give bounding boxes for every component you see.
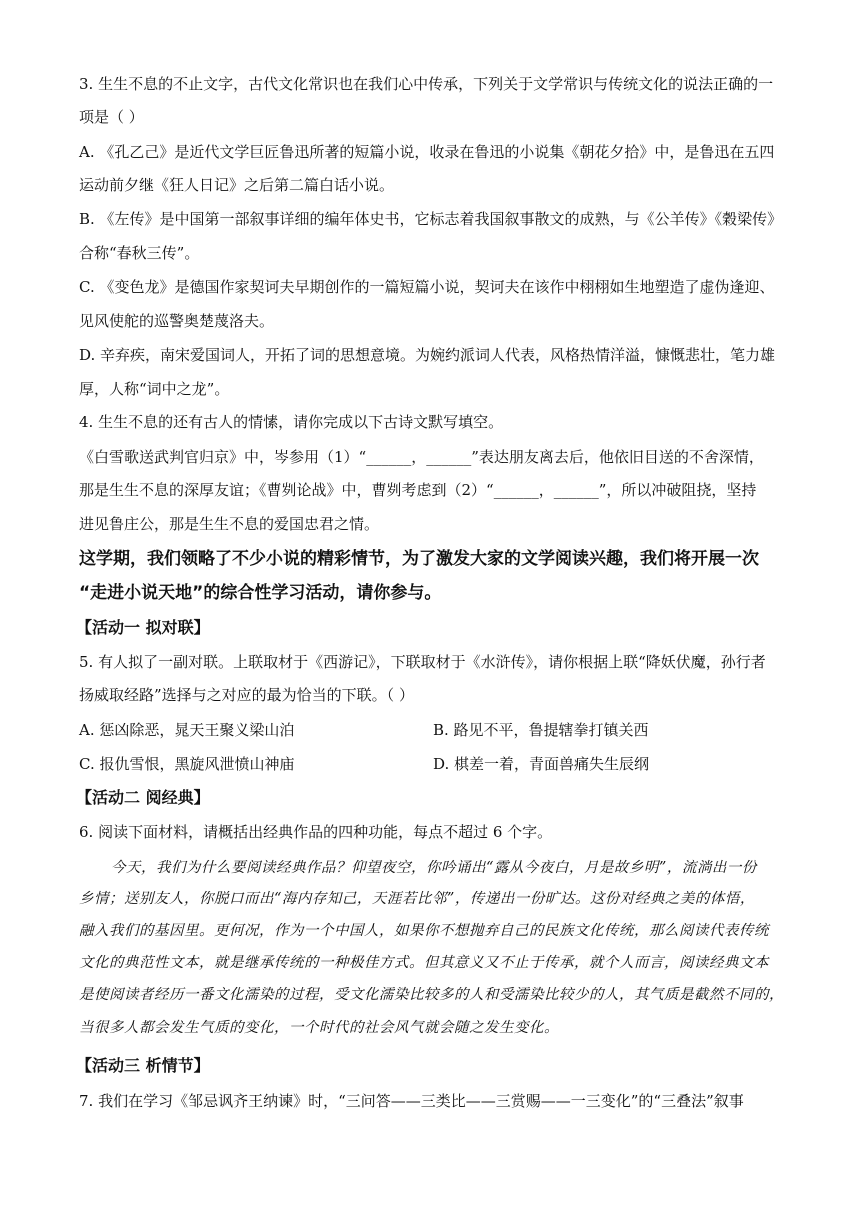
q5-stem-line1: 5. 有人拟了一副对联。上联取材于《西游记》，下联取材于《水浒传》，请你根据上联“降妖伏魔，孙行者	[79, 653, 766, 671]
q4-body-line3: 进见鲁庄公，那是生生不息的爱国忠君之情。	[79, 515, 380, 533]
q3-stem-line2: 项是（ ）	[79, 108, 144, 126]
passage-line3: 融入我们的基因里。更何况，作为一个中国人，如果你不想抛弃自己的民族文化传统，那么阅读代表传统	[79, 923, 769, 939]
q5-stem-line2: 扬威取经路”选择与之对应的最为恰当的下联。（ ）	[79, 686, 414, 704]
q3-option-d-line1: D. 辛弃疾，南宋爱国词人，开拓了词的思想意境。为婉约派词人代表，风格热情洋溢，慷慨悲壮，笔力雄	[79, 346, 776, 364]
q3-option-a-line1: A. 《孔乙己》是近代文学巨匠鲁迅所著的短篇小说，收录在鲁迅的小说集《朝花夕拾》中，是鲁迅在五四	[79, 143, 775, 161]
q4-body-line1: 《白雪歌送武判官归京》中，岑参用（1）“______，______”表达朋友离去后，他依旧目送的不舍深情，	[79, 448, 764, 466]
q3-stem-line1: 3. 生生不息的不止文字，古代文化常识也在我们心中传承，下列关于文学常识与传统文化的说法正确的一	[79, 75, 774, 93]
q3-option-b-line1: B. 《左传》是中国第一部叙事详细的编年体史书，它标志着我国叙事散文的成熟，与《公羊传》《穀梁传》	[79, 210, 783, 228]
q3-option-b-line2: 合称“春秋三传”。	[79, 244, 200, 262]
activity-intro-line1: 这学期，我们领略了不少小说的精彩情节，为了激发大家的文学阅读兴趣，我们将开展一次	[79, 549, 759, 569]
activity-2-heading: 【活动二 阅经典】	[76, 788, 210, 807]
activity-1-heading: 【活动一 拟对联】	[76, 618, 210, 637]
q3-option-c-line1: C. 《变色龙》是德国作家契诃夫早期创作的一篇短篇小说，契诃夫在该作中栩栩如生地塑造了虚伪逢迎、	[79, 278, 775, 296]
q5-option-c: C. 报仇雪恨，黑旋风泄愤山神庙	[79, 755, 295, 773]
passage-line2: 乡情；送别友人，你脱口而出“海内存知己，天涯若比邻”，传递出一份旷达。这份对经典之美的体悟，	[79, 891, 755, 907]
activity-3-heading: 【活动三 析情节】	[76, 1056, 210, 1075]
q3-option-a-line2: 运动前夕继《狂人日记》之后第二篇白话小说。	[79, 176, 395, 194]
activity-intro-line2: “走进小说天地”的综合性学习活动，请你参与。	[79, 583, 442, 603]
q5-option-b: B. 路见不平，鲁提辖拳打镇关西	[433, 721, 649, 739]
passage-line6: 当很多人都会发生气质的变化，一个时代的社会风气就会随之发生变化。	[79, 1020, 559, 1036]
q3-option-c-line2: 见风使舵的巡警奥楚蔑洛夫。	[79, 312, 275, 330]
q5-option-d: D. 棋差一着，青面兽痛失生辰纲	[433, 755, 650, 773]
q7-stem-line1: 7. 我们在学习《邹忌讽齐王纳谏》时，“三问答——三类比——三赏赐——一三变化”的“三叠法”叙事	[79, 1092, 744, 1110]
passage-line4: 文化的典范性文本，就是继承传统的一种极佳方式。但其意义又不止于传承，就个人而言，阅读经典文本	[79, 955, 769, 971]
q6-stem: 6. 阅读下面材料，请概括出经典作品的四种功能，每点不超过 6 个字。	[79, 823, 553, 841]
q5-option-a: A. 惩凶除恶，晁天王聚义梁山泊	[79, 721, 295, 739]
q3-option-d-line2: 厚，人称“词中之龙”。	[79, 380, 230, 398]
passage-line5: 是使阅读者经历一番文化濡染的过程，受文化濡染比较多的人和受濡染比较少的人，其气质是截然不同的，	[79, 987, 784, 1003]
q4-stem: 4. 生生不息的还有古人的情愫，请你完成以下古诗文默写填空。	[79, 413, 504, 431]
passage-line1: 今天，我们为什么要阅读经典作品？仰望夜空，你吟诵出“露从今夜白，月是故乡明”，流淌出一份	[111, 860, 757, 876]
q4-body-line2: 那是生生不息的深厚友谊；《曹刿论战》中，曹刿考虑到（2）“______，______”，所以冲破阻挠，坚持	[79, 481, 757, 499]
